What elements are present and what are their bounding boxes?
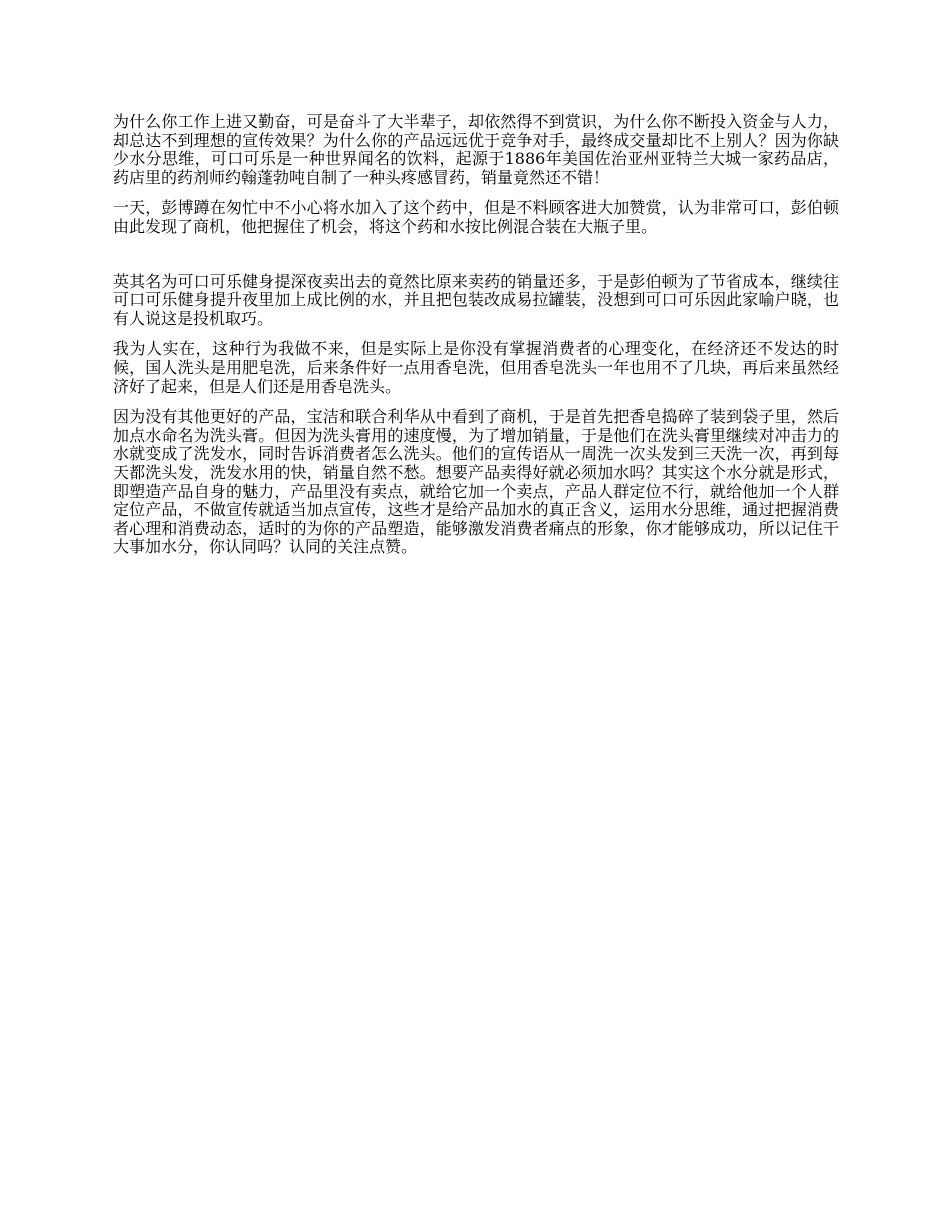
- paragraph-coca-cola: 英其名为可口可乐健身提深夜卖出去的竟然比原来卖药的销量还多，于是彭伯顿为了节省成本，继续往可口可乐健身提升夜里加上成比例的水，并且把包装改成易拉罐装，没想到可口可乐因此家喻户晓，也有人说这是投机取巧。: [113, 271, 839, 328]
- paragraph-consumer-psychology: 我为人实在，这种行为我做不来，但是实际上是你没有掌握消费者的心理变化，在经济还不发达的时候，国人洗头是用肥皂洗，后来条件好一点用香皂洗，但用香皂洗头一年也用不了几块，再后来虽然经济好了起来，但是人们还是用香皂洗头。: [113, 339, 839, 396]
- document-body: [113, 113, 839, 569]
- paragraph-intro: 为什么你工作上进又勤奋，可是奋斗了大半辈子，却依然得不到赏识，为什么你不断投入资金与人力，却总达不到理想的宣传效果？为什么你的产品远远优于竞争对手，最终成交量却比不上别人？因为你缺少水分思维，可口可乐是一种世界闻名的饮料，起源于1886年美国佐治亚州亚特兰大城一家药品店，药店里的药剂师约翰蓬勃吨自制了一种头疼感冒药，销量竟然还不错！: [113, 112, 839, 187]
- paragraph-conclusion: 因为没有其他更好的产品，宝洁和联合利华从中看到了商机，于是首先把香皂捣碎了装到袋子里，然后加点水命名为洗头膏。但因为洗头膏用的速度慢，为了增加销量，于是他们在洗头膏里继续对冲击力的水就变成了洗发水，同时告诉消费者怎么洗头。他们的宣传语从一周洗一次头发到三天洗一次，再到每天都洗头发，洗发水用的快，销量自然不愁。想要产品卖得好就必须加水吗？其实这个水分就是形式，即塑造产品自身的魅力，产品里没有卖点，就给它加一个卖点，产品人群定位不行，就给他加一个人群定位产品，不做宣传就适当加点宣传，这些才是给产品加水的真正含义，运用水分思维，通过把握消费者心理和消费动态，适时的为你的产品塑造，能够激发消费者痛点的形象，你才能够成功，所以记住干大事加水分，你认同吗？认同的关注点赞。: [113, 407, 839, 557]
- paragraph-discovery: 一天，彭博蹲在匆忙中不小心将水加入了这个药中，但是不料顾客进大加赞赏，认为非常可口，彭伯顿由此发现了商机，他把握住了机会，将这个药和水按比例混合装在大瓶子里。: [113, 198, 839, 236]
